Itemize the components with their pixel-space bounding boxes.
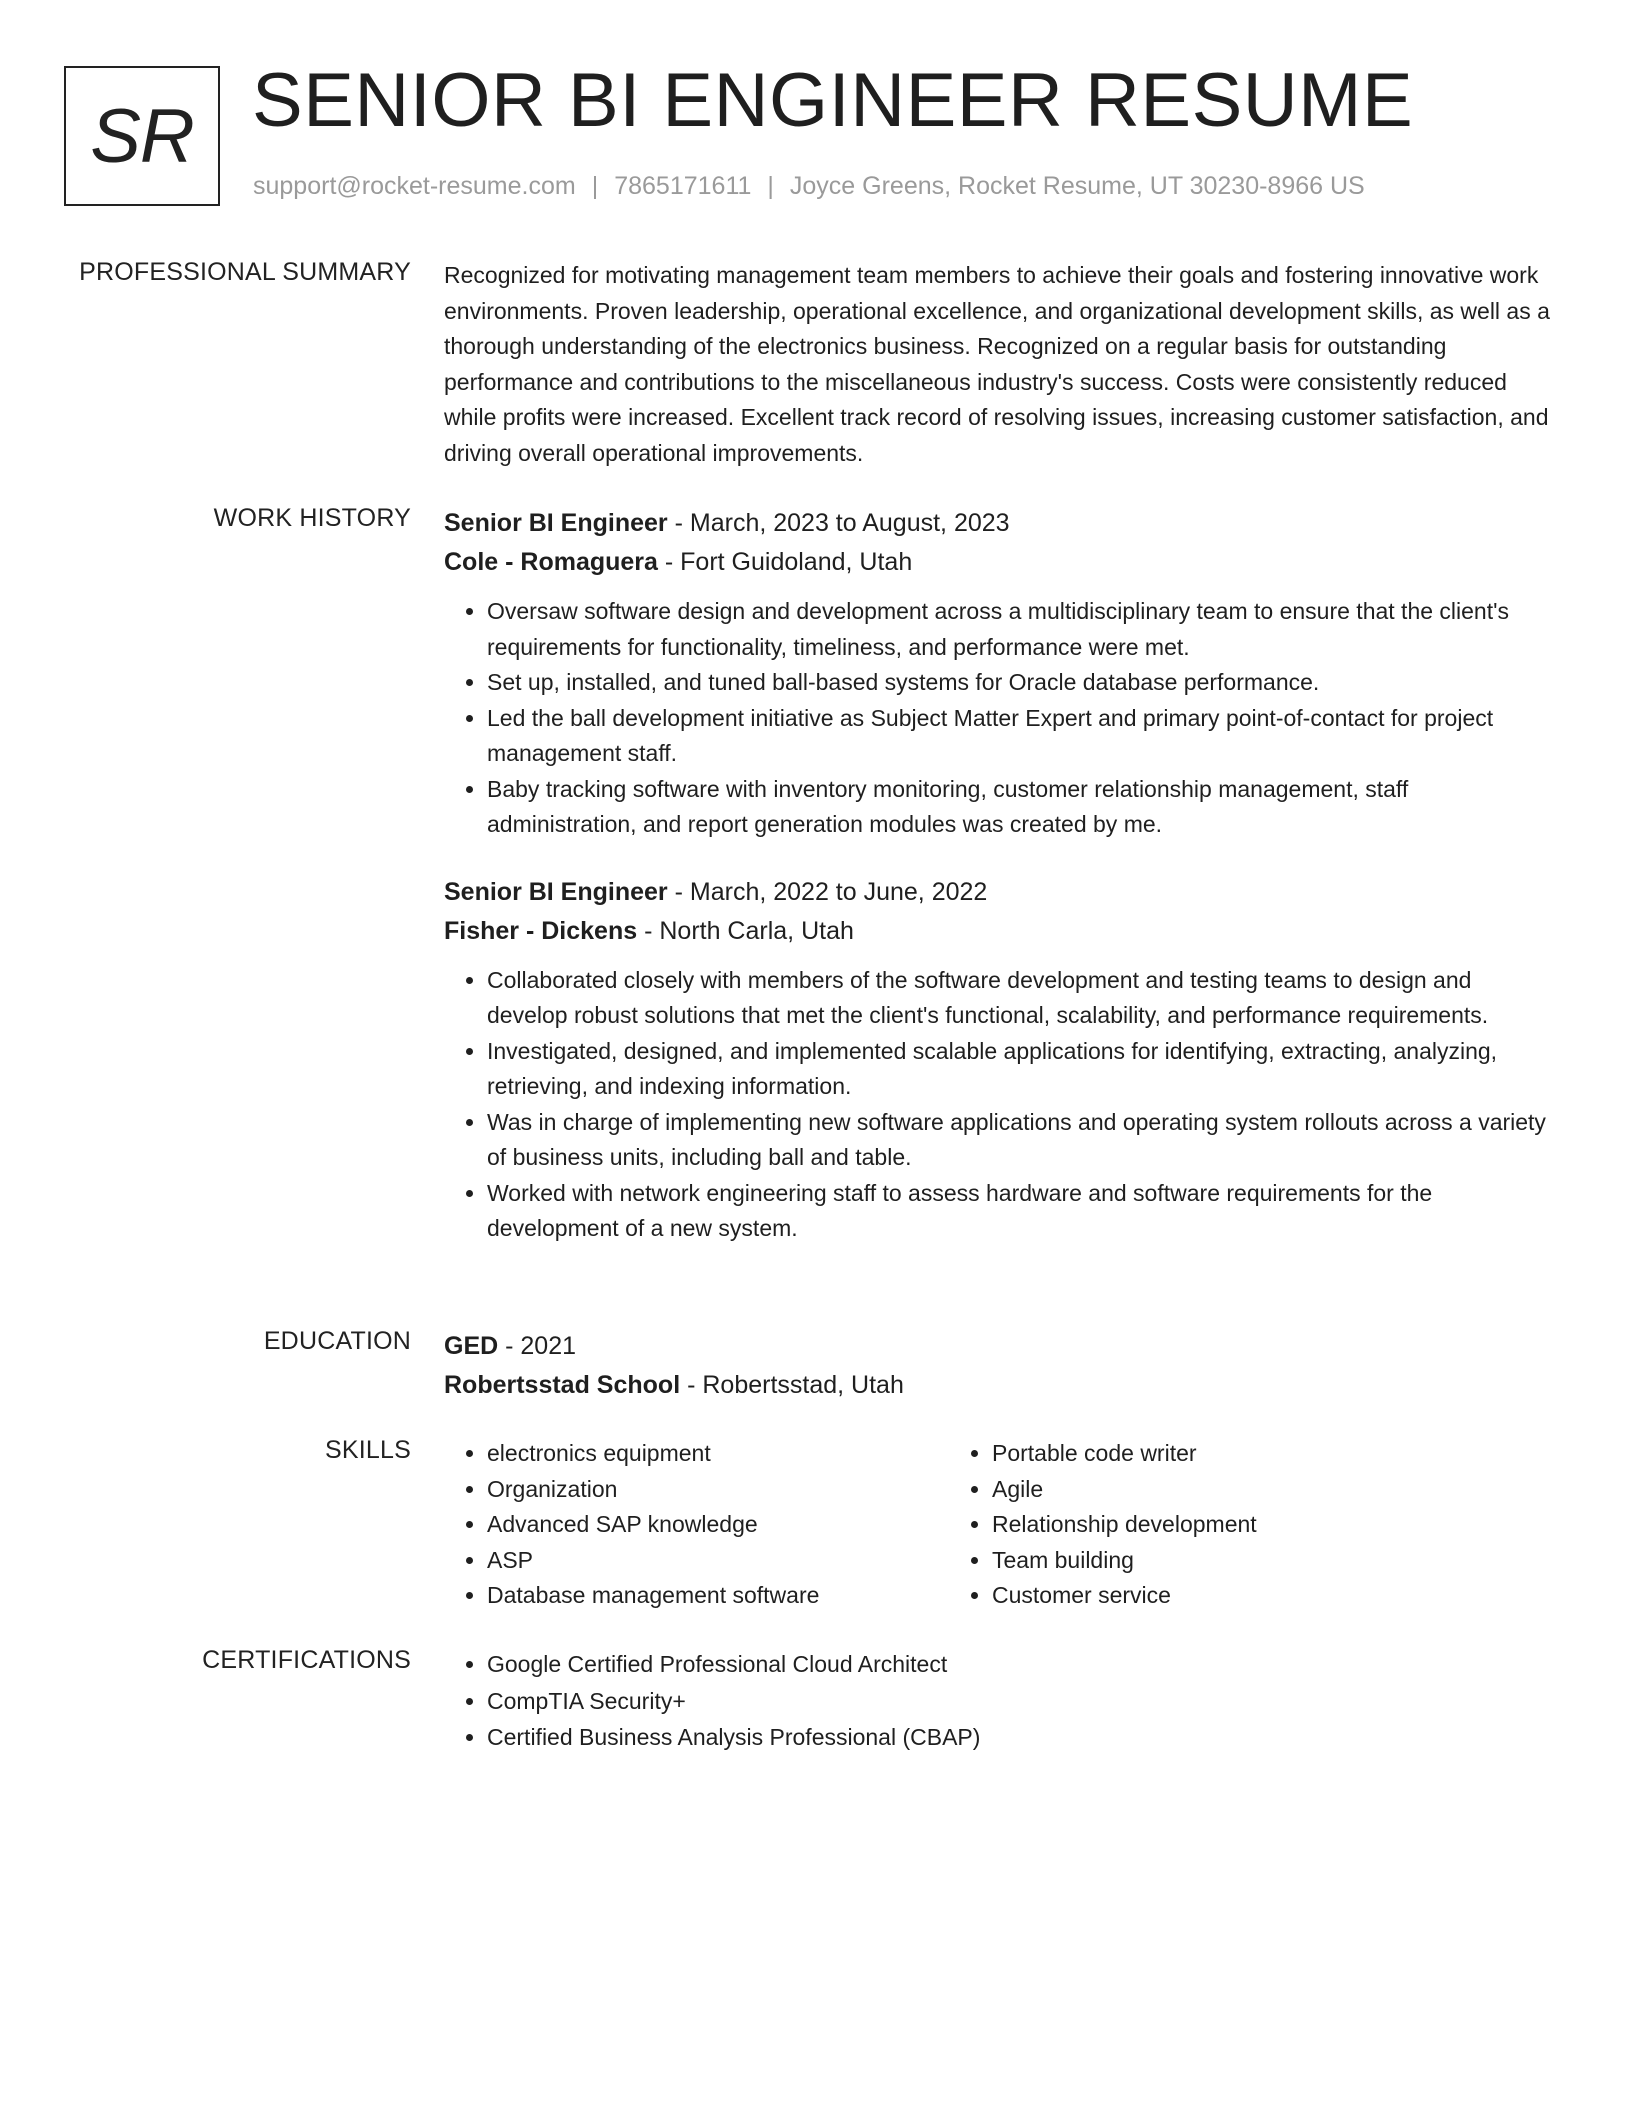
work-history-label: WORK HISTORY [213,504,411,532]
job-dates: - March, 2023 to August, 2023 [667,509,1010,537]
education-degree-line [444,1327,1556,1366]
skill-item: • Database management software [487,1578,947,1614]
skill-item: • Relationship development [992,1507,1509,1543]
skill-item: • Customer service [992,1578,1509,1614]
job-company-line [444,543,1556,582]
job-company: Fisher - Dickens [444,916,638,945]
job-entry [444,504,1556,843]
job-bullet: • Led the ball development initiative as Subject Matter Expert and primary point-of-contact for project management staff. [487,701,1556,772]
education-year: - 2021 [498,1332,577,1360]
initials-text: SR [90,93,194,179]
job-bullet: • Oversaw software design and development across a multidisciplinary team to ensure that the client's requirements for functionality, timeliness, and performance were met. [487,594,1556,665]
skills-body [444,1436,1556,1614]
skills-column-left [444,1436,947,1614]
job-company: Cole - Romaguera [444,548,658,576]
skill-item: • Organization [487,1472,947,1508]
certifications-list [444,1646,1556,1756]
initials-monogram [64,66,220,206]
job-bullets [444,963,1556,1247]
work-history-body [444,504,1556,1247]
certifications-label: CERTIFICATIONS [202,1646,411,1674]
job-dates: - March, 2022 to June, 2022 [667,877,988,906]
skill-item: • Team building [992,1543,1509,1579]
education-degree: GED [444,1332,499,1360]
job-bullet: • Was in charge of implementing new software applications and operating system rollouts across a variety of business units, including ball and table. [487,1105,1556,1176]
job-company-line [444,912,1556,951]
skill-item: • Advanced SAP knowledge [487,1507,947,1543]
job-bullet: • Collaborated closely with members of the software development and testing teams to design and develop robust solutions that met the client's functional, scalability, and performance requirements. [487,963,1556,1034]
job-title: Senior BI Engineer [444,509,668,537]
contact-separator: | [591,172,599,200]
job-bullet: • Worked with network engineering staff to assess hardware and software requirements for the development of a new system. [487,1176,1556,1247]
certification-item: • Certified Business Analysis Professional (CBAP) [487,1719,1556,1756]
job-entry [444,873,1556,1247]
education-label: EDUCATION [263,1327,411,1355]
skills-column-right [949,1436,1509,1614]
job-location: - Fort Guidoland, Utah [657,548,913,576]
summary-text: Recognized for motivating management team members to achieve their goals and fostering innovative work environments. Proven leadership, operational excellence, and organizational development skills, as well as a thorough understanding of the electronics business. Recognized on a regular basis for outstanding performance and contributions to the miscellaneous industry's success. Costs were consistently reduced while profits were increased. Excellent track record of resolving issues, increasing customer satisfaction, and driving overall operational improvements. [444,262,1550,466]
job-bullet: • Set up, installed, and tuned ball-based systems for Oracle database performance. [487,665,1556,701]
skills-grid [444,1436,1556,1614]
job-location: - North Carla, Utah [637,916,854,945]
education-location: - Robertsstad, Utah [680,1371,904,1399]
skill-item: • ASP [487,1543,947,1579]
skill-item: • Agile [992,1472,1509,1508]
certification-item: • CompTIA Security+ [487,1683,1556,1720]
contact-address: Joyce Greens, Rocket Resume, UT 30230-8966 US [789,172,1365,200]
contact-line [253,172,1365,201]
certification-item: • Google Certified Professional Cloud Architect [487,1646,1556,1683]
job-bullets [444,594,1556,843]
contact-separator: | [767,172,774,200]
summary-body [444,258,1556,471]
skills-label: SKILLS [325,1436,411,1464]
resume-title: SENIOR BI ENGINEER RESUME [252,58,1414,143]
summary-label: PROFESSIONAL SUMMARY [79,258,411,286]
contact-email: support@rocket-resume.com [253,172,576,200]
job-bullet: • Investigated, designed, and implemented scalable applications for identifying, extracting, analyzing, retrieving, and indexing information. [487,1034,1556,1105]
job-title-line [444,873,1556,912]
certifications-body [444,1646,1556,1756]
job-bullet: • Baby tracking software with inventory monitoring, customer relationship management, staff administration, and report generation modules was created by me. [487,772,1556,843]
job-title: Senior BI Engineer [444,877,668,906]
education-body [444,1327,1556,1405]
education-school: Robertsstad School [444,1371,681,1399]
education-school-line [444,1366,1556,1405]
job-title-line [444,504,1556,543]
contact-phone: 7865171611 [614,172,752,200]
skill-item: • electronics equipment [487,1436,947,1472]
skill-item: • Portable code writer [992,1436,1509,1472]
